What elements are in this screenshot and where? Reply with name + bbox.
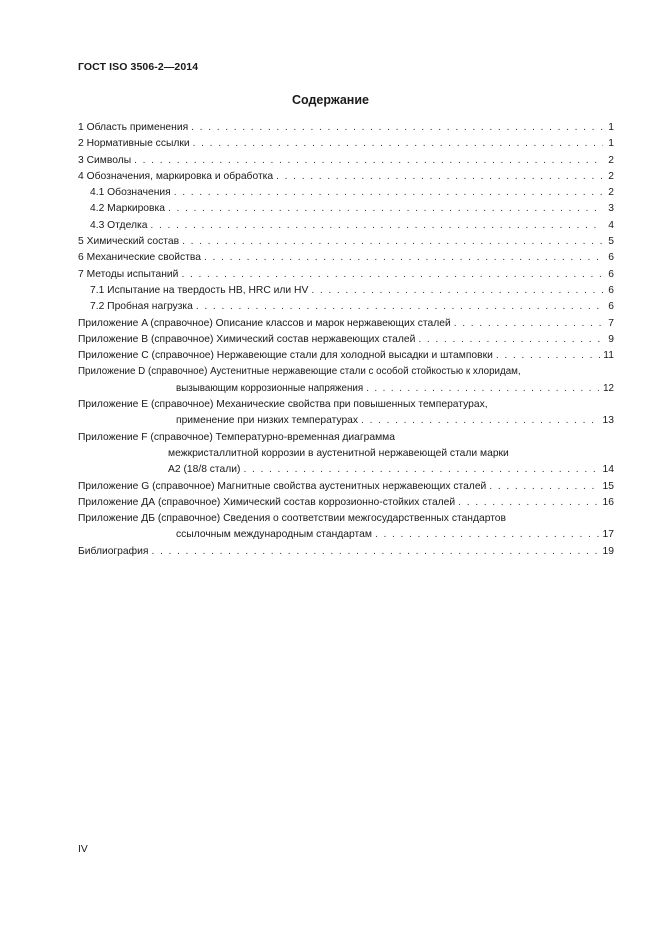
document-header: ГОСТ ISO 3506-2—2014 [78, 61, 199, 73]
toc-entry-bibliography[interactable]: Библиография . . . 19 [78, 544, 614, 560]
toc-entry-5[interactable]: 5 Химический состав . . . 5 [78, 234, 614, 250]
toc-entry-annex-b[interactable]: Приложение B (справочное) Химический состав нержавеющих сталей . . . 9 [78, 332, 614, 348]
toc-entry-7-1[interactable]: 7.1 Испытание на твердость HB, HRC или HV . . . 6 [78, 283, 614, 299]
toc-entry-1[interactable]: 1 Область применения . . . 1 [78, 120, 614, 136]
toc-entry-7-2[interactable]: 7.2 Пробная нагрузка . . . 6 [78, 299, 614, 315]
toc-entry-annex-a[interactable]: Приложение A (справочное) Описание классов и марок нержавеющих сталей . . . 7 [78, 316, 614, 332]
toc-entry-3[interactable]: 3 Символы . . . 2 [78, 153, 614, 169]
toc-entry-annex-db[interactable]: Приложение ДБ (справочное) Сведения о соответствии межгосударственных стандартов ссылочным международным стандартам . . . 17 [78, 511, 614, 544]
toc-entry-4-3[interactable]: 4.3 Отделка . . . 4 [78, 218, 614, 234]
toc-entry-4[interactable]: 4 Обозначения, маркировка и обработка . . . 2 [78, 169, 614, 185]
page-number: IV [78, 844, 88, 855]
toc-entry-annex-d[interactable]: Приложение D (справочное) Аустенитные нержавеющие стали с особой стойкостью к хлоридам, вызывающим коррозионные напряжения . . . 12 [78, 364, 614, 397]
toc-entry-6[interactable]: 6 Механические свойства . . . 6 [78, 250, 614, 266]
toc-entry-4-1[interactable]: 4.1 Обозначения . . . 2 [78, 185, 614, 201]
toc-entry-2[interactable]: 2 Нормативные ссылки . . . 1 [78, 136, 614, 152]
toc-entry-annex-g[interactable]: Приложение G (справочное) Магнитные свойства аустенитных нержавеющих сталей . . . 15 [78, 479, 614, 495]
toc-entry-annex-c[interactable]: Приложение C (справочное) Нержавеющие стали для холодной высадки и штамповки . . . 11 [78, 348, 614, 364]
table-of-contents [78, 120, 614, 560]
toc-entry-annex-e[interactable]: Приложение E (справочное) Механические свойства при повышенных температурах, применение при низких температурах . . . 13 [78, 397, 614, 430]
page-title: Содержание [291, 93, 369, 107]
toc-entry-annex-f[interactable]: Приложение F (справочное) Температурно-временная диаграмма межкристаллитной коррозии в аустенитной нержавеющей стали марки A2 (18/8 стали) . . . 14 [78, 430, 614, 479]
toc-entry-annex-da[interactable]: Приложение ДА (справочное) Химический состав коррозионно-стойких сталей . . . 16 [78, 495, 614, 511]
toc-entry-4-2[interactable]: 4.2 Маркировка . . . 3 [78, 201, 614, 217]
toc-entry-7[interactable]: 7 Методы испытаний . . . 6 [78, 267, 614, 283]
